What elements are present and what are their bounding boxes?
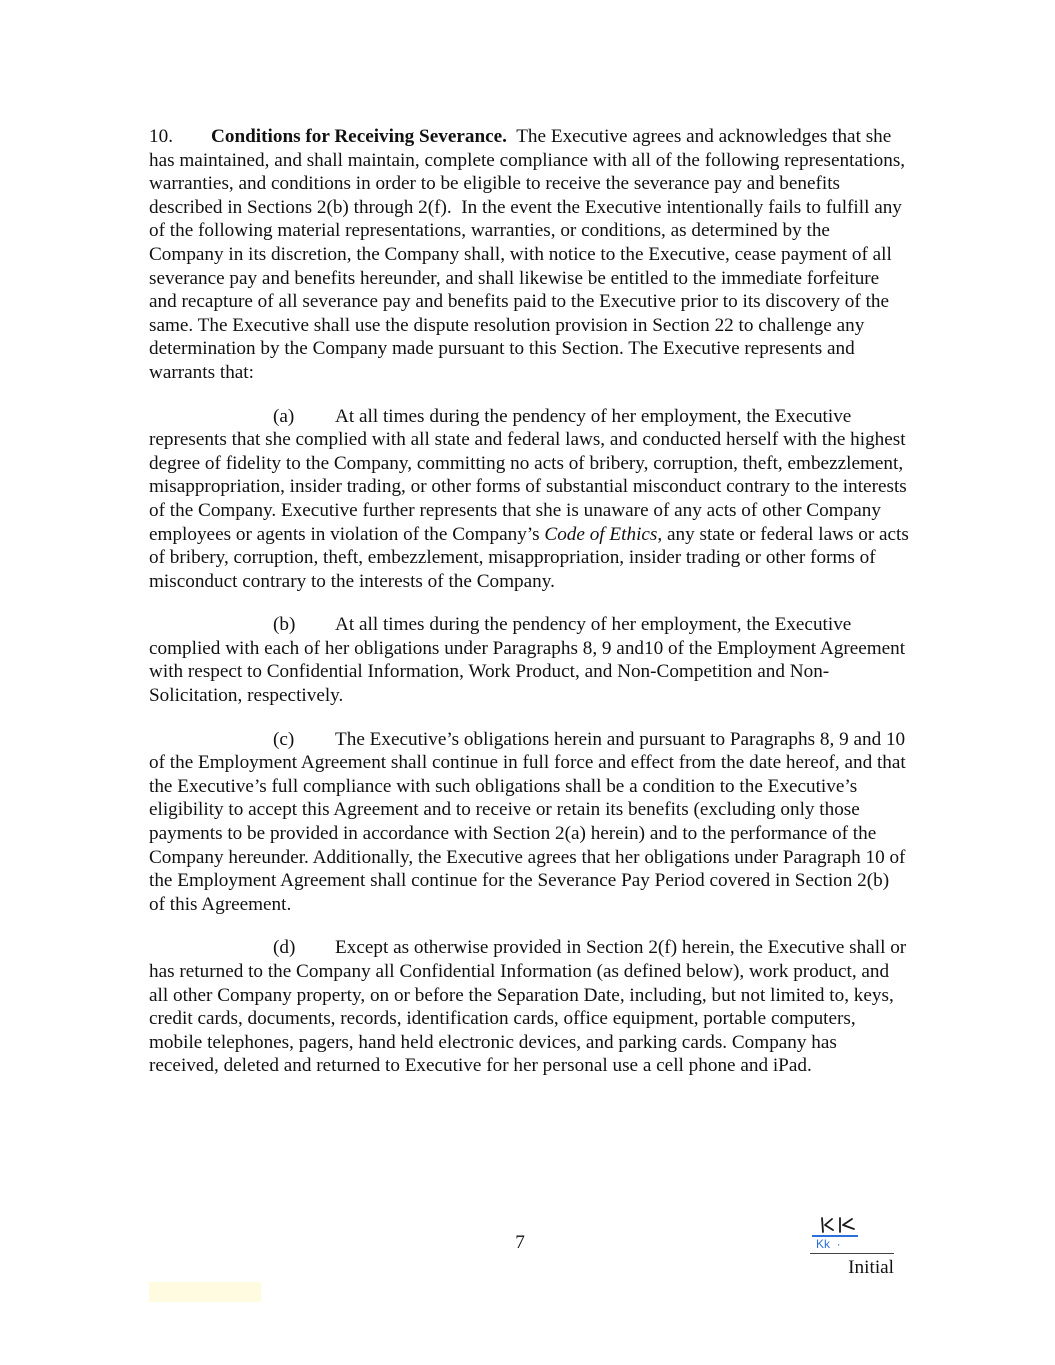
code-of-ethics-title: Code of Ethics <box>544 523 658 545</box>
page-body <box>149 125 909 1098</box>
subsection-text: Except as otherwise provided in Section 2(f) herein, the Executive shall or has returned to the Company all Confidential Information (as defined below), work product, and all other Company property, on or before the Separation Date, including, but not limited to, keys, credit cards, documents, records, identification cards, office equipment, portable computers, mobile telephones, pagers, hand held electronic devices, and parking cards. Company has received, deleted and returned to Executive for her personal use a cell phone and iPad. <box>149 937 907 1077</box>
subsection-b <box>149 613 909 707</box>
section-10-paragraph <box>149 125 909 385</box>
initials-typed: Kk · <box>816 1237 841 1251</box>
subsection-d <box>149 936 909 1078</box>
subsection-text: At all times during the pendency of her employment, the Executive represents that she complied with all state and federal laws, and conducted herself with the highest degree of fidelity to the Company, committing no acts of bribery, corruption, theft, embezzlement, misappropriation, insider trading, or other forms of substantial misconduct contrary to the interests of the Company. Executive further represents that she is unaware of any acts of other Company employees or agents in violation of the Company’s <box>149 405 907 545</box>
subsection-text: The Executive’s obligations herein and pursuant to Paragraphs 8, 9 and 10 of the Employment Agreement shall continue in full force and effect from the date hereof, and that the Executive’s full compliance with such obligations shall be a condition to the Executive’s eligibility to accept this Agreement and to receive or retain its benefits (excluding only those payments to be provided in accordance with Section 2(a) herein) and to the performance of the Company hereunder. Additionally, the Executive agrees that her obligations under Paragraph 10 of the Employment Agreement shall continue for the Severance Pay Period covered in Section 2(b) of this Agreement. <box>149 728 906 915</box>
initial-line <box>810 1253 894 1254</box>
subsection-label: (c) <box>273 728 295 750</box>
subsection-label: (d) <box>273 937 296 959</box>
subsection-text: At all times during the pendency of her employment, the Executive complied with each of her obligations under Paragraphs 8, 9 and10 of the Employment Agreement with respect to Confidential Information, Work Product, and Non-Competition and Non-Solicitation, respectively. <box>149 614 906 707</box>
handwritten-initials-signature <box>818 1214 862 1236</box>
highlight-mark <box>149 1282 261 1302</box>
initial-signature-block <box>810 1212 894 1282</box>
subsection-label: (a) <box>273 405 295 427</box>
subsection-a <box>149 405 909 594</box>
initial-label: Initial <box>848 1257 894 1278</box>
subsection-text-continued: , any state or federal laws or acts of bribery, corruption, theft, embezzlement, misappropriation, insider trading or other forms of misconduct contrary to the interests of the Company. <box>149 523 909 592</box>
page-number: 7 <box>515 1232 525 1253</box>
subsection-label: (b) <box>273 614 296 636</box>
section-body: The Executive agrees and acknowledges that she has maintained, and shall maintain, complete compliance with all of the following representations, warranties, and conditions in order to be eligible to receive the severance pay and benefits described in Sections 2(b) through 2(f). In the event the Executive intentionally fails to fulfill any of the following material representations, warranties, or conditions, as determined by the Company in its discretion, the Company shall, with notice to the Executive, cease payment of all severance pay and benefits hereunder, and shall likewise be entitled to the immediate forfeiture and recapture of all severance pay and benefits paid to the Executive prior to its discovery of the same. The Executive shall use the dispute resolution provision in Section 22 to challenge any determination by the Company made pursuant to this Section. The Executive represents and warrants that: <box>149 126 910 383</box>
subsection-c <box>149 728 909 917</box>
section-number: 10. <box>149 126 173 147</box>
section-heading: Conditions for Receiving Severance. <box>211 126 507 147</box>
